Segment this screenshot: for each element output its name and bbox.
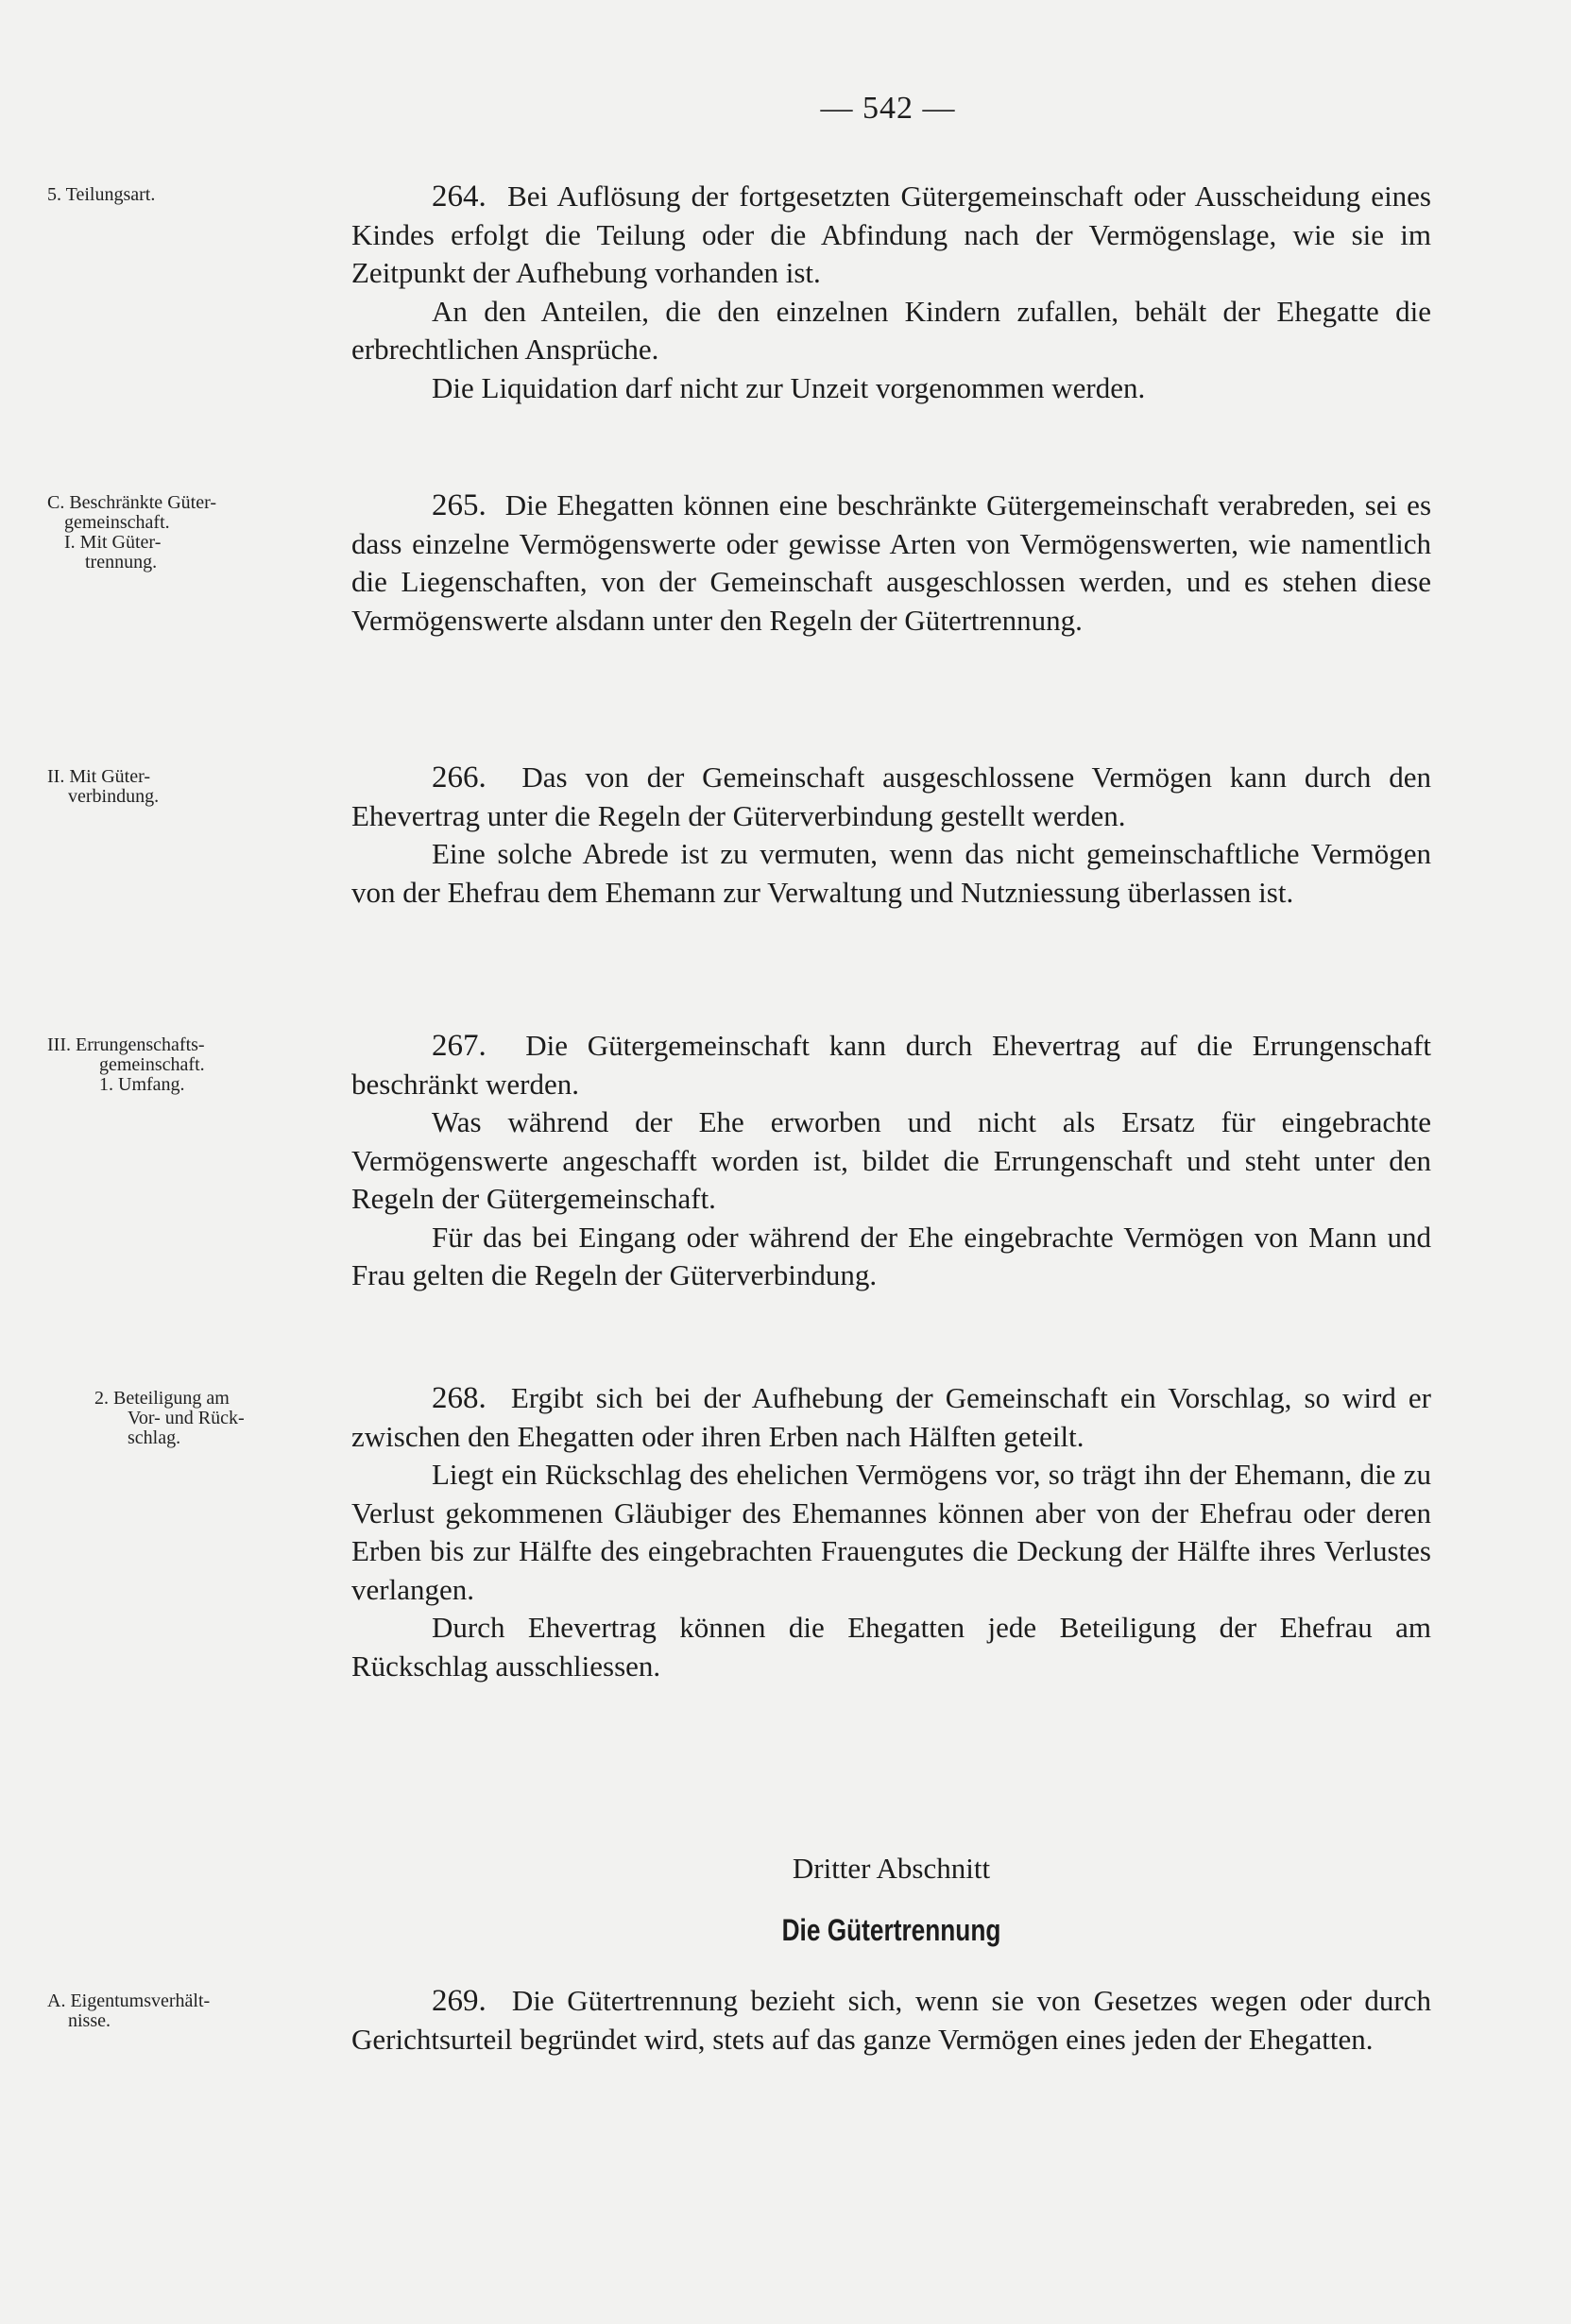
article-267 [351, 1027, 1431, 1295]
paragraph-text: Die Gütertrennung bezieht sich, wenn sie von Gesetzes wegen oder durch Gerichtsurteil begründet wird, stets auf das ganze Vermögen eines jeden der Ehegatten. [351, 1984, 1432, 2056]
margin-note-line: trennung. [85, 552, 158, 572]
paragraph [351, 487, 1431, 640]
article-number: 264. [432, 179, 487, 214]
paragraph [351, 1379, 1431, 1456]
article-266 [351, 759, 1431, 912]
margin-note-line: schlag. [128, 1427, 181, 1448]
article-264 [351, 178, 1431, 407]
paragraph-text: Ergibt sich bei der Aufhebung der Gemeinschaft ein Vorschlag, so wird er zwischen den Ehegatten oder ihren Erben nach Hälften geteilt. [351, 1381, 1431, 1453]
article-number: 267. [432, 1029, 487, 1063]
paragraph-text: Die Ehegatten können eine beschränkte Gütergemeinschaft verabreden, sei es dass einzelne Vermögenswerte oder gewisse Arten von Vermögenswerten, wie namentlich die Liegenschaften, von der Gemeinschaft ausgeschlossen werden, und es stehen diese Vermögenswerte alsdann unter den Regeln der Gütertrennung. [351, 488, 1432, 637]
margin-note-line: gemeinschaft. [99, 1054, 205, 1075]
margin-note-beschraenkte-guetergemeinschaft [47, 493, 350, 572]
article-269 [351, 1982, 1431, 2059]
article-268 [351, 1379, 1431, 1685]
article-number: 268. [432, 1381, 487, 1415]
paragraph: Durch Ehevertrag können die Ehegatten jede Beteiligung der Ehefrau am Rückschlag ausschliessen. [351, 1611, 1431, 1683]
margin-note-line: A. Eigentumsverhält- [47, 1991, 211, 2011]
margin-note-line: II. Mit Güter- [47, 766, 151, 787]
margin-note-line: C. Beschränkte Güter- [47, 492, 216, 513]
article-number: 269. [432, 1984, 487, 2018]
margin-note-eigentumsverhaeltnisse [47, 1991, 350, 2031]
paragraph: Die Liquidation darf nicht zur Unzeit vorgenommen werden. [432, 370, 1146, 404]
paragraph: Liegt ein Rückschlag des ehelichen Vermögens vor, so trägt ihn der Ehemann, die zu Verlust gekommenen Gläubiger des Ehemannes können aber von der Ehefrau oder deren Erben bis zur Hälfte des eingebrachten Frauengutes die Deckung der Hälfte ihres Verlustes verlangen. [351, 1458, 1431, 1606]
paragraph-text: Die Gütergemeinschaft kann durch Ehevertrag auf die Errungenschaft beschränkt werden. [351, 1029, 1431, 1101]
paragraph [351, 759, 1431, 835]
margin-note-line: III. Errungenschafts- [47, 1034, 205, 1055]
article-number: 265. [432, 488, 487, 522]
margin-note-gueterverbindung [47, 767, 350, 807]
paragraph [351, 1982, 1431, 2059]
margin-note-teilungsart [47, 185, 350, 205]
paragraph [351, 178, 1431, 293]
paragraph-text: Das von der Gemeinschaft ausgeschlossene Vermögen kann durch den Ehevertrag unter die Regeln der Güterverbindung gestellt werden. [351, 760, 1431, 832]
paragraph: Was während der Ehe erworben und nicht als Ersatz für eingebrachte Vermögenswerte angeschafft worden ist, bildet die Errungenschaft und steht unter den Regeln der Gütergemeinschaft. [351, 1105, 1431, 1215]
paragraph: Für das bei Eingang oder während der Ehe eingebrachte Vermögen von Mann und Frau gelten die Regeln der Güterverbindung. [351, 1220, 1431, 1291]
paragraph: Eine solche Abrede ist zu vermuten, wenn das nicht gemeinschaftliche Vermögen von der Ehefrau dem Ehemann zur Verwaltung und Nutzniessung überlassen ist. [351, 837, 1431, 909]
chapter-title: Die Gütertrennung [781, 1913, 1001, 1947]
page-number: — 542 — [820, 91, 956, 126]
margin-note-line: I. Mit Güter- [64, 532, 162, 553]
margin-note-vor-und-rueckschlag [47, 1389, 350, 1448]
paragraph [351, 1027, 1431, 1103]
margin-note-line: 1. Umfang. [99, 1074, 185, 1095]
article-265 [351, 487, 1431, 640]
article-number: 266. [432, 760, 487, 795]
margin-note-line: 5. Teilungsart. [47, 184, 156, 205]
margin-note-line: nisse. [68, 2010, 111, 2031]
margin-note-line: gemeinschaft. [64, 512, 170, 533]
margin-note-line: 2. Beteiligung am [94, 1388, 230, 1409]
paragraph: An den Anteilen, die den einzelnen Kindern zufallen, behält der Ehegatte die erbrechtlichen Ansprüche. [351, 294, 1431, 366]
chapter-subtitle: Dritter Abschnitt [792, 1852, 991, 1885]
margin-note-line: Vor- und Rück- [128, 1408, 245, 1428]
margin-note-errungenschaftsgemeinschaft [47, 1035, 350, 1095]
paragraph-text: Bei Auflösung der fortgesetzten Gütergemeinschaft oder Ausscheidung eines Kindes erfolgt die Teilung oder die Abfindung nach der Vermögenslage, wie sie im Zeitpunkt der Aufhebung vorhanden ist. [351, 179, 1432, 289]
margin-note-line: verbindung. [68, 786, 160, 807]
